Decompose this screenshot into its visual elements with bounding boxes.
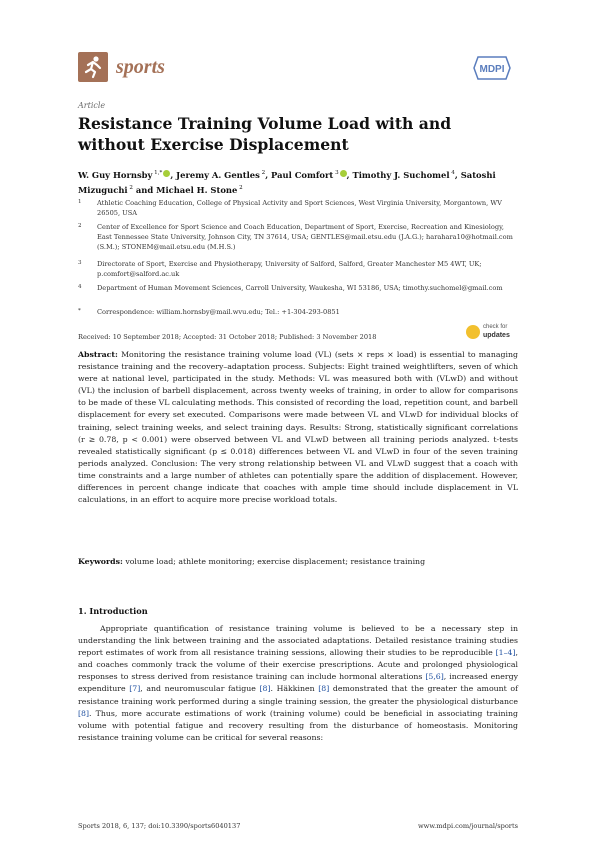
journal-logo [78,52,108,82]
runner-icon [78,52,108,82]
article-type: Article [78,101,106,110]
author-separator: , [265,169,272,180]
check-for-updates-button[interactable] [466,323,518,343]
keywords-label: Keywords: [78,557,123,566]
author-affiliation-marker: 2 [259,170,266,176]
abstract [78,349,518,506]
intro-text: , increased energy expenditure [78,672,518,694]
intro-paragraph [78,623,518,744]
citation-link[interactable]: [8] [318,684,330,694]
intro-text: . Thus, more accurate estimations of work (training volume) could be beneficial in associating training volume with potential fatigue and recovery resulting from the disturbance of homeostasis. Monitoring resistance training volume can be critical for several reasons: [78,708,518,742]
author-name[interactable]: Michael H. Stone [156,184,238,195]
intro-text: Appropriate quantification of resistance training volume is believed to be a necessary step in understanding the link between training and the associated adaptations. Detailed resistance training studies report estimates of work from all resistance training sessions, allowing their studies to be reproducible [78,624,518,658]
author-name[interactable]: Jeremy A. Gentles [176,169,260,180]
affiliation-text: Correspondence: william.hornsby@mail.wvu.edu; Tel.: +1-304-293-0851 [97,308,340,316]
keywords-text: volume load; athlete monitoring; exercise displacement; resistance training [125,557,426,566]
author-affiliation-marker: 1,* [152,170,163,176]
author-name[interactable]: Timothy J. Suchomel [352,169,450,180]
affiliation-number: * [78,308,81,314]
author-separator: , [170,169,177,180]
citation-link[interactable]: [5,6] [425,672,444,682]
check-updates-line1: check for [483,324,508,330]
abstract-text: Monitoring the resistance training volume load (VL) (sets × reps × load) is essential to managing resistance training and the recovery–adaptation process. Subjects: Eight trained weightlifters, seven of which were at national level, participated in the study. Methods: VL was measured both with (VLwD) and without (VL) the inclusion of barbell displacement, across twenty weeks of training, in order to allow for comparisons to be made of these VL calculating methods. This consisted of recording the load, repetition count, and barbell displacement for every set executed. Comparisons were made between VL and VLwD for individual blocks of training, select training weeks, and select training days. Results: Strong, statistically significant correlations (r ≥ 0.78, p < 0.001) were observed between VL and VLwD between all training periods analyzed. t-tests revealed statistically significant (p ≤ 0.018) differences between VL and VLwD in four of the seven training periods analyzed. Conclusion: The very strong relationship between VL and VLwD suggest that a coach with time constraints and a large number of athletes can potentially spare the addition of displacement. However, differences in percent change indicate that coaches with ample time should include displacement in VL calculations, in an effort to acquire more precise workload totals. [78,350,518,505]
check-updates-line2: updates [483,332,510,339]
publication-dates: Received: 10 September 2018; Accepted: 31 October 2018; Published: 3 November 2018 [78,333,377,341]
author-separator: and [132,184,157,195]
affiliation-number: 1 [78,199,82,205]
section-title: 1. Introduction [78,606,148,616]
author-affiliation-marker: 2 [237,184,243,191]
affiliation-number: 4 [78,284,82,290]
affiliation-text: Department of Human Movement Sciences, Carroll University, Waukesha, WI 53186, USA; timothy.suchomel@gmail.com [97,284,503,292]
author-affiliation-marker: 3 [333,170,339,176]
author-affiliation-marker: 4 [449,170,455,176]
citation-link[interactable]: [8] [259,684,271,694]
intro-text: . Häkkinen [270,684,319,694]
abstract-label: Abstract: [78,350,118,359]
citation-link[interactable]: [1–4] [495,648,516,658]
affiliation-text: Center of Excellence for Sport Science and Coach Education, Department of Sport, Exercise, Recreation and Kinesiology, East Tennessee State University, Johnson City, TN 37614, USA; GENTLES@mail.etsu.edu (J.A.G.); harahara10@hotmail.com (S.M.); STONEM@mail.etsu.edu (M.H.S.) [97,223,513,252]
citation-link[interactable]: [7] [129,684,141,694]
mdpi-logo[interactable] [472,55,512,81]
intro-text: , and coaches commonly track the volume of their exercise prescriptions. Acute and prolonged physiological responses to stress derived from resistance training can include hormonal alterations [78,648,518,682]
author-affiliation-marker: 2 [127,184,133,191]
author-separator: , [454,169,461,180]
check-updates-icon [466,325,480,339]
author-name[interactable]: Paul Comfort [271,169,334,180]
footer-journal-link[interactable]: www.mdpi.com/journal/sports [418,822,518,830]
intro-text: demonstrated that the greater the amount of resistance training work performed during a single training session, the greater the physiological disturbance [78,684,519,706]
orcid-icon[interactable] [340,170,347,177]
affiliation-text: Directorate of Sport, Exercise and Physiotherapy, University of Salford, Salford, Greater Manchester M5 4WT, UK; p.comfort@salford.ac.uk [97,260,482,279]
author-name[interactable]: Satoshi Mizuguchi [78,169,496,195]
author-separator: , [346,169,353,180]
journal-name: sports [116,56,165,78]
affiliation-number: 3 [78,260,82,266]
citation-link[interactable]: [8] [78,708,90,718]
mdpi-logo-text: MDPI [479,64,505,75]
affiliation-text: Athletic Coaching Education, College of Physical Activity and Sport Sciences, West Virginia University, Morgantown, WV 26505, USA [97,199,502,218]
affiliation-number: 2 [78,223,82,229]
author-name[interactable]: W. Guy Hornsby [78,169,153,180]
intro-text: , and neuromuscular fatigue [140,684,260,694]
keywords [78,557,518,566]
article-title: Resistance Training Volume Load with and without Exercise Displacement [78,114,452,154]
footer-citation: Sports 2018, 6, 137; doi:10.3390/sports6040137 [78,822,241,830]
author-list [78,167,518,197]
